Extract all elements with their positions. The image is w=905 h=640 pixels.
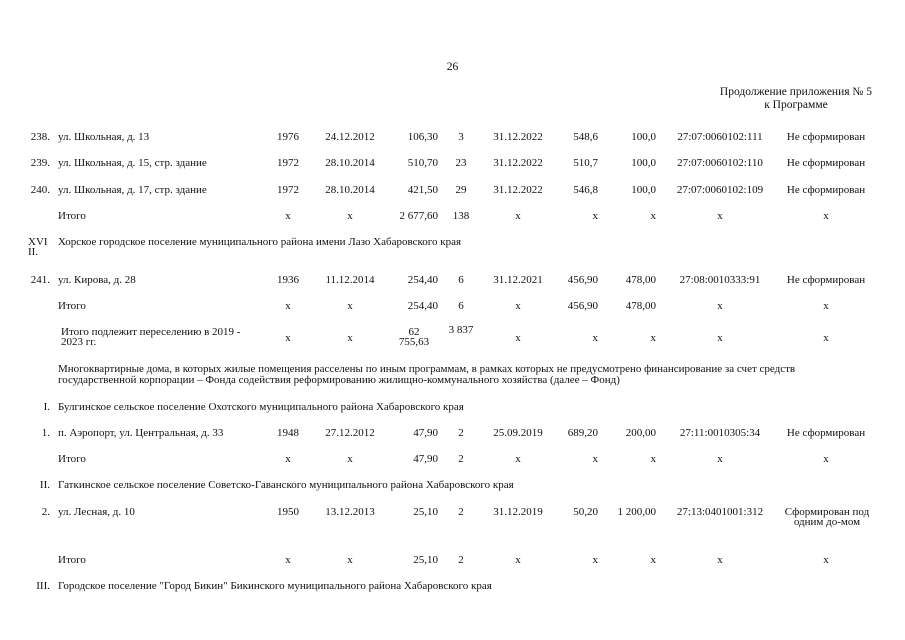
row-area: 47,90 bbox=[413, 427, 438, 439]
row-value-2: 1 200,00 bbox=[617, 506, 656, 518]
row-date-resettle: х bbox=[515, 210, 521, 222]
row-year: 1972 bbox=[277, 184, 299, 196]
row-value-1: 456,90 bbox=[567, 300, 598, 312]
row-residents: 23 bbox=[455, 157, 467, 169]
section-number: II. bbox=[39, 479, 50, 491]
row-residents: 29 bbox=[455, 184, 467, 196]
row-number: 239. bbox=[30, 157, 50, 169]
row-value-2: 478,00 bbox=[625, 300, 656, 312]
row-year: 1936 bbox=[277, 274, 299, 286]
grand-total-label: Итого подлежит переселению в 2019 - 2023 гг. bbox=[61, 326, 241, 348]
row-year: 1976 bbox=[277, 131, 299, 143]
row-residents: 3 837 bbox=[448, 324, 474, 336]
row-value-2: 100,0 bbox=[631, 184, 656, 196]
row-value-2: х bbox=[650, 332, 656, 344]
row-cadastral: х bbox=[717, 210, 723, 222]
row-value-1: х bbox=[592, 453, 598, 465]
row-status: Не сформирован bbox=[786, 131, 866, 143]
row-date-resettle: 25.09.2019 bbox=[493, 427, 543, 439]
row-number: 240. bbox=[30, 184, 50, 196]
row-address: Итого bbox=[58, 453, 86, 465]
row-date-resettle: 31.12.2022 bbox=[493, 131, 543, 143]
row-cadastral: 27:13:0401001:312 bbox=[676, 506, 764, 518]
section-number: III. bbox=[36, 580, 50, 592]
row-address: Итого bbox=[58, 554, 86, 566]
row-date-resettle: 31.12.2022 bbox=[493, 184, 543, 196]
row-address: Итого bbox=[58, 300, 86, 312]
row-number: 1. bbox=[41, 427, 50, 439]
row-area: 254,40 bbox=[407, 300, 438, 312]
row-year: х bbox=[285, 210, 291, 222]
row-date-resettle: 31.12.2021 bbox=[493, 274, 543, 286]
row-year: 1950 bbox=[277, 506, 299, 518]
row-residents: 6 bbox=[458, 274, 464, 286]
row-area: 2 677,60 bbox=[399, 210, 438, 222]
page-number: 26 bbox=[446, 61, 459, 73]
row-year: 1972 bbox=[277, 157, 299, 169]
row-status: х bbox=[823, 300, 829, 312]
row-date-recognized: 27.12.2012 bbox=[325, 427, 375, 439]
row-cadastral: 27:07:0060102:110 bbox=[677, 157, 763, 169]
row-status: х bbox=[823, 453, 829, 465]
row-area: 62 755,63 bbox=[398, 326, 430, 348]
row-year: х bbox=[285, 554, 291, 566]
section-title: Гаткинское сельское поселение Советско-Гаванского муниципального района Хабаровского края bbox=[58, 479, 514, 491]
row-value-1: 50,20 bbox=[573, 506, 598, 518]
row-status: х bbox=[823, 332, 829, 344]
row-cadastral: 27:07:0060102:109 bbox=[676, 184, 764, 196]
row-status: х bbox=[823, 554, 829, 566]
row-address: ул. Лесная, д. 10 bbox=[58, 506, 135, 518]
row-address: п. Аэропорт, ул. Центральная, д. 33 bbox=[58, 427, 224, 439]
row-cadastral: х bbox=[717, 453, 723, 465]
row-area: 510,70 bbox=[407, 157, 438, 169]
row-value-2: 100,0 bbox=[631, 131, 656, 143]
row-date-recognized: 24.12.2012 bbox=[325, 131, 375, 143]
row-area: 25,10 bbox=[413, 506, 438, 518]
row-residents: 138 bbox=[452, 210, 470, 222]
section-title: Городское поселение "Город Бикин" Бикинского муниципального района Хабаровского края bbox=[58, 580, 492, 592]
row-residents: 3 bbox=[458, 131, 464, 143]
row-area: 106,30 bbox=[407, 131, 438, 143]
row-value-2: 200,00 bbox=[625, 427, 656, 439]
row-residents: 2 bbox=[458, 453, 464, 465]
row-value-2: х bbox=[650, 453, 656, 465]
row-status: Сформирован под одним до-мом bbox=[784, 506, 870, 528]
row-year: 1948 bbox=[277, 427, 299, 439]
row-date-resettle: х bbox=[515, 300, 521, 312]
row-value-1: х bbox=[592, 554, 598, 566]
row-address: Итого bbox=[58, 210, 86, 222]
row-residents: 2 bbox=[458, 506, 464, 518]
row-cadastral: 27:11:0010305:34 bbox=[679, 427, 761, 439]
row-area: 25,10 bbox=[413, 554, 438, 566]
row-date-resettle: х bbox=[515, 554, 521, 566]
row-status: Не сформирован bbox=[786, 427, 866, 439]
section-number: I. bbox=[43, 401, 50, 413]
row-date-recognized: х bbox=[347, 554, 353, 566]
section-title: Булгинское сельское поселение Охотского муниципального района Хабаровского края bbox=[58, 401, 464, 413]
row-area: 47,90 bbox=[413, 453, 438, 465]
continuation-line-1: Продолжение приложения № 5 bbox=[719, 86, 872, 98]
note-paragraph: Многоквартирные дома, в которых жилые помещения расселены по иным программам, в рамках которых не предусмотрено финансирование за счет средств государственной корпорации – Фонда содействия реформированию жилищно-коммунального хозяйства (далее – Фонд) bbox=[58, 363, 796, 386]
row-date-resettle: 31.12.2022 bbox=[493, 157, 543, 169]
row-date-recognized: 28.10.2014 bbox=[325, 184, 375, 196]
row-year: х bbox=[285, 453, 291, 465]
row-address: ул. Кирова, д. 28 bbox=[58, 274, 136, 286]
section-number: XVI II. bbox=[28, 236, 48, 258]
row-date-resettle: х bbox=[515, 453, 521, 465]
row-date-recognized: х bbox=[347, 210, 353, 222]
row-area: 254,40 bbox=[407, 274, 438, 286]
row-year: х bbox=[285, 300, 291, 312]
row-value-1: х bbox=[592, 210, 598, 222]
row-value-1: х bbox=[592, 332, 598, 344]
row-value-2: х bbox=[650, 554, 656, 566]
row-date-resettle: 31.12.2019 bbox=[493, 506, 543, 518]
row-year: х bbox=[285, 332, 291, 344]
row-status: Не сформирован bbox=[786, 274, 866, 286]
section-title: Хорское городское поселение муниципального района имени Лазо Хабаровского края bbox=[58, 236, 462, 248]
row-value-2: 100,0 bbox=[631, 157, 656, 169]
row-date-recognized: 28.10.2014 bbox=[325, 157, 375, 169]
row-number: 2. bbox=[41, 506, 50, 518]
row-status: Не сформирован bbox=[786, 184, 866, 196]
row-value-1: 546,8 bbox=[573, 184, 598, 196]
row-value-1: 456,90 bbox=[567, 274, 598, 286]
row-date-recognized: 11.12.2014 bbox=[325, 274, 375, 286]
row-address: ул. Школьная, д. 17, стр. здание bbox=[58, 184, 207, 196]
row-date-recognized: х bbox=[347, 300, 353, 312]
continuation-line-2: к Программе bbox=[764, 99, 828, 111]
row-value-1: 510,7 bbox=[573, 157, 598, 169]
row-date-resettle: х bbox=[515, 332, 521, 344]
row-value-2: х bbox=[650, 210, 656, 222]
row-cadastral: х bbox=[717, 554, 723, 566]
row-cadastral: 27:07:0060102:111 bbox=[677, 131, 763, 143]
row-date-recognized: 13.12.2013 bbox=[325, 506, 375, 518]
row-value-2: 478,00 bbox=[625, 274, 656, 286]
row-area: 421,50 bbox=[407, 184, 438, 196]
row-value-1: 689,20 bbox=[567, 427, 598, 439]
row-address: ул. Школьная, д. 15, стр. здание bbox=[58, 157, 207, 169]
row-number: 238. bbox=[30, 131, 50, 143]
row-date-recognized: х bbox=[347, 453, 353, 465]
row-value-1: 548,6 bbox=[573, 131, 598, 143]
row-cadastral: х bbox=[717, 300, 723, 312]
row-cadastral: 27:08:0010333:91 bbox=[679, 274, 761, 286]
row-status: Не сформирован bbox=[786, 157, 866, 169]
row-cadastral: х bbox=[717, 332, 723, 344]
row-status: х bbox=[823, 210, 829, 222]
row-date-recognized: х bbox=[347, 332, 353, 344]
continuation-note bbox=[720, 86, 872, 112]
row-number: 241. bbox=[30, 274, 50, 286]
row-residents: 6 bbox=[458, 300, 464, 312]
row-address: ул. Школьная, д. 13 bbox=[58, 131, 150, 143]
row-residents: 2 bbox=[458, 427, 464, 439]
row-residents: 2 bbox=[458, 554, 464, 566]
